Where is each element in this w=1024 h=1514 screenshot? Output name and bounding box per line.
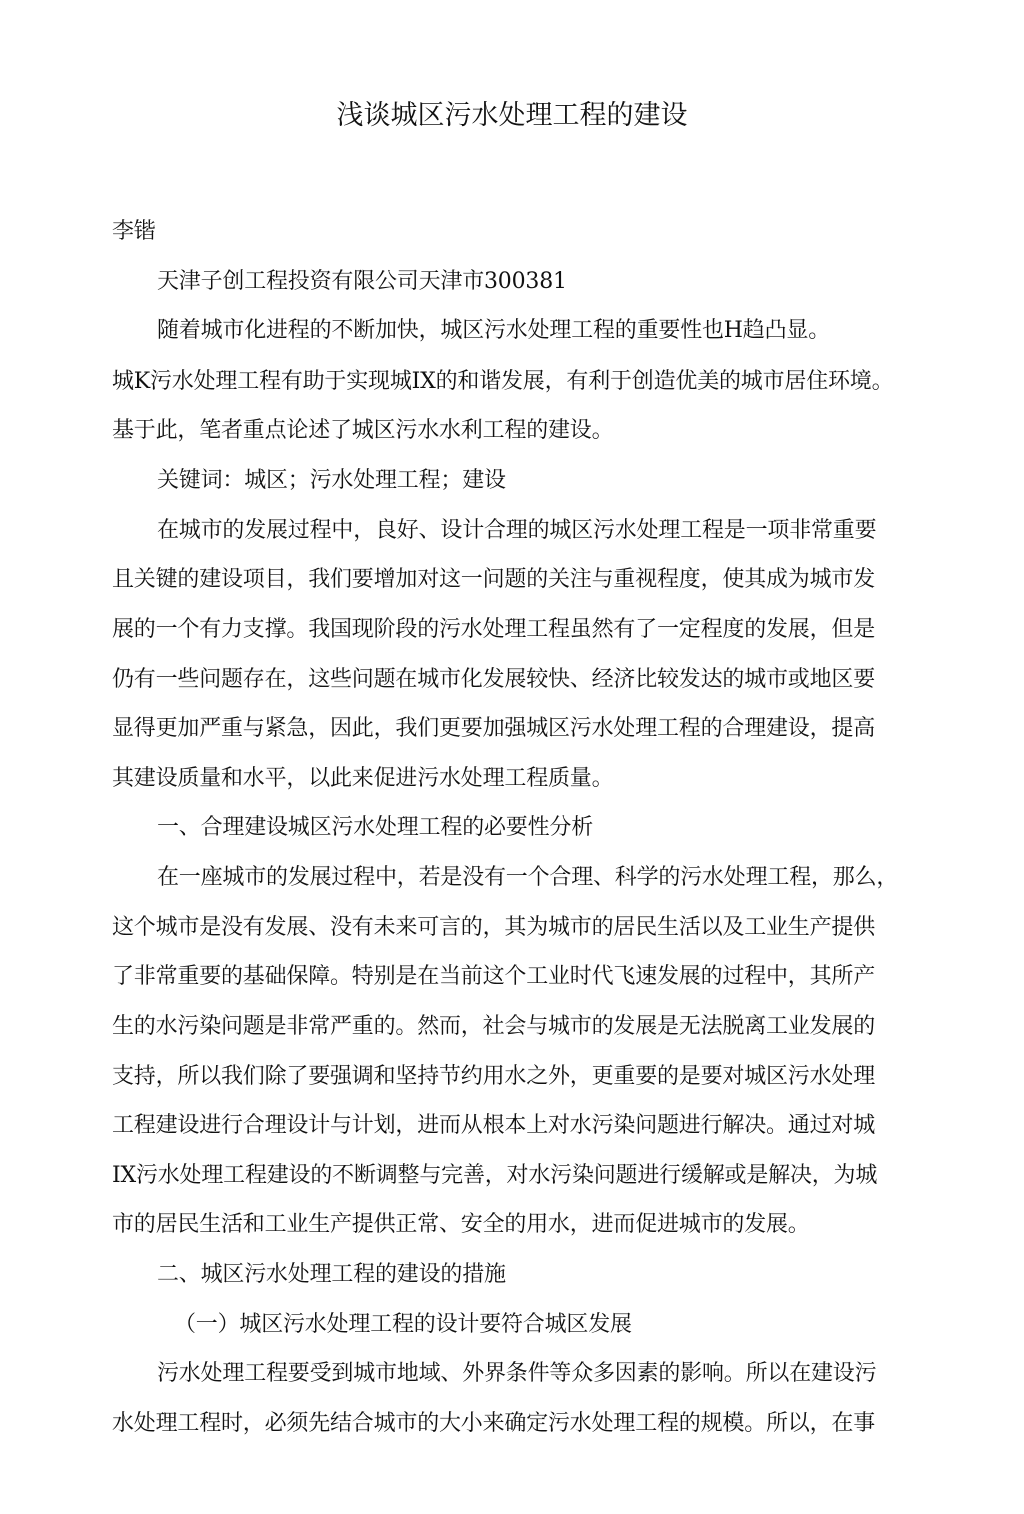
- paragraph-line: 了非常重要的基础保障。特别是在当前这个工业时代飞速发展的过程中，其所产: [112, 964, 876, 989]
- author-affiliation: 天津子创工程投资有限公司天津市300381: [157, 269, 567, 294]
- paragraph-line: 水处理工程时，必须先结合城市的大小来确定污水处理工程的规模。所以，在事: [112, 1411, 876, 1436]
- paragraph-line: 其建设质量和水平，以此来促进污水处理工程质量。: [112, 766, 614, 791]
- document-title: 浅谈城区污水处理工程的建设: [336, 100, 688, 131]
- paragraph-line: 展的一个有力支撑。我国现阶段的污水处理工程虽然有了一定程度的发展，但是: [112, 617, 876, 642]
- keywords: 关键词：城区；污水处理工程；建设: [157, 468, 506, 493]
- paragraph-line: 在城市的发展过程中，良好、设计合理的城区污水处理工程是一项非常重要: [157, 518, 877, 543]
- paragraph-line: 工程建设进行合理设计与计划，进而从根本上对水污染问题进行解决。通过对城: [112, 1113, 876, 1138]
- subsection-heading: （一）城区污水处理工程的设计要符合城区发展: [174, 1312, 632, 1337]
- paragraph-line: 支持，所以我们除了要强调和坚持节约用水之外，更重要的是要对城区污水处理: [112, 1064, 876, 1089]
- abstract-line: 随着城市化进程的不断加快，城区污水处理工程的重要性也H趋凸显。: [157, 318, 830, 343]
- paragraph-line: 市的居民生活和工业生产提供正常、安全的用水，进而促进城市的发展。: [112, 1212, 810, 1237]
- paragraph-line: 且关键的建设项目，我们要增加对这一问题的关注与重视程度，使其成为城市发: [112, 567, 876, 592]
- paragraph-line: 显得更加严重与紧急，因此，我们更要加强城区污水处理工程的合理建设，提高: [112, 716, 876, 741]
- author-name: 李锴: [112, 219, 156, 244]
- paragraph-line: 污水处理工程要受到城市地域、外界条件等众多因素的影响。所以在建设污: [157, 1361, 877, 1386]
- abstract-line: 基于此，笔者重点论述了城区污水水利工程的建设。: [112, 418, 614, 443]
- paragraph-line: 在一座城市的发展过程中，若是没有一个合理、科学的污水处理工程，那么，: [157, 865, 899, 890]
- abstract-line: 城K污水处理工程有助于实现城IX的和谐发展，有利于创造优美的城市居住环境。: [112, 369, 894, 394]
- paragraph-line: 这个城市是没有发展、没有未来可言的，其为城市的居民生活以及工业生产提供: [112, 915, 876, 940]
- section-heading: 二、城区污水处理工程的建设的措施: [157, 1262, 506, 1287]
- paragraph-line: IX污水处理工程建设的不断调整与完善，对水污染问题进行缓解或是解决，为城: [112, 1163, 878, 1188]
- paragraph-line: 仍有一些问题存在，这些问题在城市化发展较快、经济比较发达的城市或地区要: [112, 667, 876, 692]
- paragraph-line: 生的水污染问题是非常严重的。然而，社会与城市的发展是无法脱离工业发展的: [112, 1014, 876, 1039]
- section-heading: 一、合理建设城区污水处理工程的必要性分析: [157, 815, 594, 840]
